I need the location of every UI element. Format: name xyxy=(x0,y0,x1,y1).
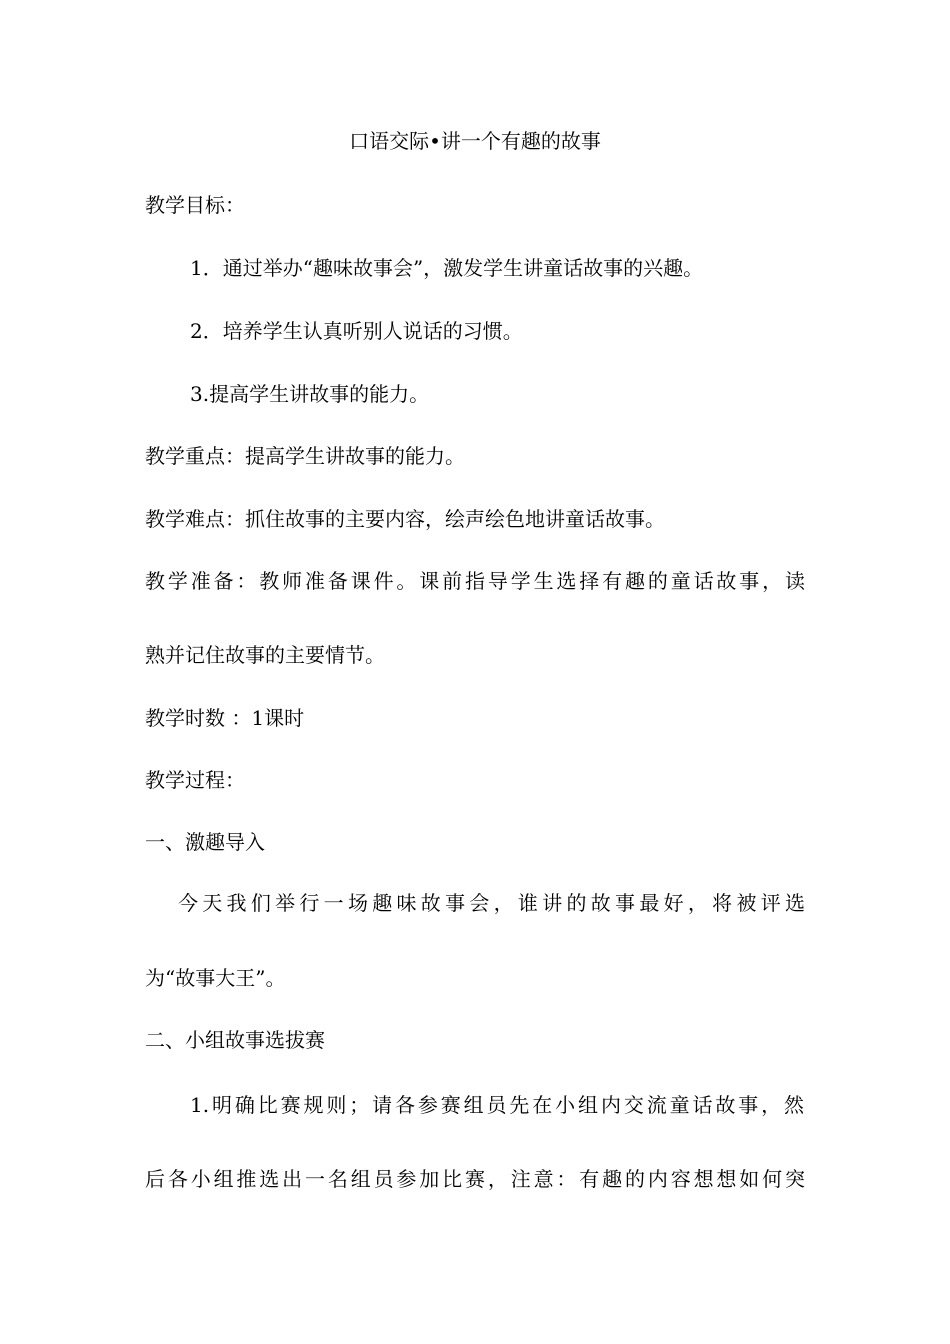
section-1-paragraph-line-2: 为“故事大王”。 xyxy=(145,966,286,990)
document-title: 口语交际•讲一个有趣的故事 xyxy=(349,129,601,153)
section-1-paragraph-line-1: 今天我们举行一场趣味故事会，谁讲的故事最好，将被评选 xyxy=(178,891,805,915)
process-heading: 教学过程： xyxy=(145,768,245,792)
preparation-line-2: 熟并记住故事的主要情节。 xyxy=(145,643,385,667)
objective-item-2: 2．培养学生认真听别人说话的习惯。 xyxy=(190,319,523,343)
section-2-item-1-line-1: 1.明确比赛规则；请各参赛组员先在小组内交流童话故事，然 xyxy=(190,1093,804,1117)
objectives-heading: 教学目标： xyxy=(145,193,245,217)
section-2-heading: 二、小组故事选拔赛 xyxy=(145,1028,325,1052)
section-2-item-1-line-2: 后各小组推选出一名组员参加比赛，注意：有趣的内容想想如何突 xyxy=(145,1167,805,1191)
key-point: 教学重点：提高学生讲故事的能力。 xyxy=(145,444,465,468)
teaching-hours: 教学时数 ：1课时 xyxy=(145,706,305,730)
preparation-line-1: 教学准备：教师准备课件。课前指导学生选择有趣的童话故事，读 xyxy=(145,569,805,593)
objective-item-3: 3.提高学生讲故事的能力。 xyxy=(190,382,430,406)
difficulty: 教学难点：抓住故事的主要内容，绘声绘色地讲童话故事。 xyxy=(145,507,665,531)
section-1-heading: 一、激趣导入 xyxy=(145,830,265,854)
objective-item-1: 1．通过举办“趣味故事会”，激发学生讲童话故事的兴趣。 xyxy=(190,256,704,280)
